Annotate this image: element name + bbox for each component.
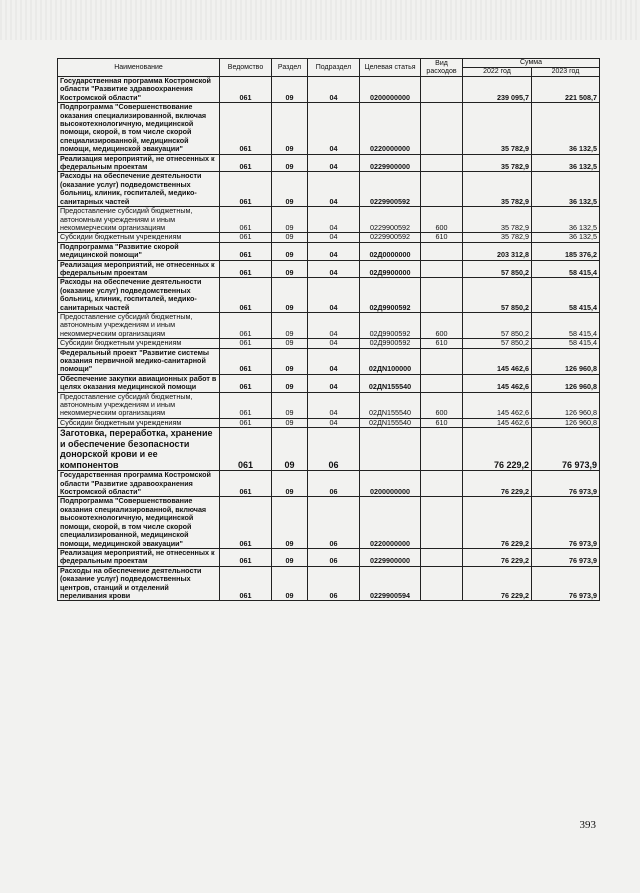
cell-target: 0200000000 — [360, 77, 421, 103]
cell-dept: 061 — [220, 154, 272, 172]
cell-target: 02Д9900592 — [360, 339, 421, 348]
cell-dept: 061 — [220, 392, 272, 418]
cell-expense-type — [421, 566, 463, 601]
cell-name: Субсидии бюджетным учреждениям — [58, 339, 220, 348]
table-row — [58, 566, 600, 601]
cell-sum-2023: 76 973,9 — [532, 471, 600, 497]
cell-section: 09 — [272, 374, 308, 392]
cell-expense-type — [421, 154, 463, 172]
table-row — [58, 242, 600, 260]
cell-target: 02ДN155540 — [360, 418, 421, 427]
cell-name: Федеральный проект "Развитие системы оказания первичной медико-санитарной помощи" — [58, 348, 220, 374]
cell-section: 09 — [272, 471, 308, 497]
scan-noise-band — [0, 0, 640, 40]
header-name: Наименование — [58, 59, 220, 77]
cell-name: Подпрограмма "Совершенствование оказания специализированной, включая высокотехнологичную, медицинской помощи, скорой, в том числе скорой специализированной, медицинской помощи, медицинской эвакуации" — [58, 497, 220, 548]
cell-section: 09 — [272, 278, 308, 313]
cell-section: 09 — [272, 312, 308, 338]
cell-dept: 061 — [220, 471, 272, 497]
table-row — [58, 339, 600, 348]
cell-target: 0200000000 — [360, 471, 421, 497]
table-row — [58, 497, 600, 548]
cell-name: Обеспечение закупки авиационных работ в целях оказания медицинской помощи — [58, 374, 220, 392]
cell-subsection: 04 — [308, 418, 360, 427]
cell-section: 09 — [272, 392, 308, 418]
cell-target: 02Д0000000 — [360, 242, 421, 260]
cell-subsection: 04 — [308, 233, 360, 242]
cell-subsection: 04 — [308, 207, 360, 233]
cell-expense-type — [421, 103, 463, 154]
cell-target: 0220000000 — [360, 103, 421, 154]
cell-sum-2023: 126 960,8 — [532, 374, 600, 392]
cell-section: 09 — [272, 497, 308, 548]
cell-name: Субсидии бюджетным учреждениям — [58, 418, 220, 427]
table-row — [58, 392, 600, 418]
cell-dept: 061 — [220, 418, 272, 427]
header-target: Целевая статья — [360, 59, 421, 77]
cell-sum-2022: 76 229,2 — [463, 566, 532, 601]
cell-dept: 061 — [220, 260, 272, 278]
cell-name: Предоставление субсидий бюджетным, автономным учреждениям и иным некоммерческим организациям — [58, 392, 220, 418]
table-row — [58, 374, 600, 392]
cell-dept: 061 — [220, 566, 272, 601]
table-row — [58, 207, 600, 233]
cell-target: 02Д9900592 — [360, 312, 421, 338]
header-dept: Ведомство — [220, 59, 272, 77]
cell-dept: 061 — [220, 548, 272, 566]
cell-target — [360, 428, 421, 471]
table-row — [58, 103, 600, 154]
cell-subsection: 04 — [308, 392, 360, 418]
table-header — [58, 59, 600, 77]
cell-section: 09 — [272, 548, 308, 566]
cell-subsection: 04 — [308, 154, 360, 172]
cell-section: 09 — [272, 566, 308, 601]
cell-dept: 061 — [220, 339, 272, 348]
cell-subsection: 04 — [308, 339, 360, 348]
cell-subsection: 04 — [308, 103, 360, 154]
cell-expense-type — [421, 471, 463, 497]
cell-expense-type: 610 — [421, 233, 463, 242]
cell-target: 0229900000 — [360, 548, 421, 566]
cell-subsection: 06 — [308, 428, 360, 471]
cell-dept: 061 — [220, 233, 272, 242]
table-row — [58, 154, 600, 172]
cell-sum-2023: 36 132,5 — [532, 103, 600, 154]
cell-name: Заготовка, переработка, хранение и обеспечение безопасности донорской крови и ее компонентов — [58, 428, 220, 471]
cell-name: Реализация мероприятий, не отнесенных к федеральным проектам — [58, 154, 220, 172]
cell-sum-2023: 221 508,7 — [532, 77, 600, 103]
cell-target: 0220000000 — [360, 497, 421, 548]
cell-dept: 061 — [220, 207, 272, 233]
cell-sum-2022: 145 462,6 — [463, 348, 532, 374]
cell-subsection: 04 — [308, 374, 360, 392]
cell-subsection: 06 — [308, 566, 360, 601]
cell-dept: 061 — [220, 103, 272, 154]
cell-expense-type — [421, 172, 463, 207]
table-body — [58, 77, 600, 601]
table-row — [58, 548, 600, 566]
cell-sum-2023: 76 973,9 — [532, 428, 600, 471]
header-year-2022: 2022 год — [463, 68, 532, 77]
cell-target: 02ДN100000 — [360, 348, 421, 374]
table-row — [58, 348, 600, 374]
cell-expense-type — [421, 428, 463, 471]
cell-name: Реализация мероприятий, не отнесенных к федеральным проектам — [58, 260, 220, 278]
cell-sum-2023: 58 415,4 — [532, 278, 600, 313]
cell-sum-2023: 76 973,9 — [532, 566, 600, 601]
cell-section: 09 — [272, 154, 308, 172]
cell-sum-2022: 76 229,2 — [463, 471, 532, 497]
cell-sum-2022: 76 229,2 — [463, 548, 532, 566]
cell-sum-2023: 36 132,5 — [532, 207, 600, 233]
cell-target: 02ДN155540 — [360, 374, 421, 392]
cell-name: Субсидии бюджетным учреждениям — [58, 233, 220, 242]
cell-sum-2022: 57 850,2 — [463, 312, 532, 338]
cell-dept: 061 — [220, 172, 272, 207]
cell-sum-2023: 58 415,4 — [532, 260, 600, 278]
cell-sum-2022: 35 782,9 — [463, 207, 532, 233]
cell-section: 09 — [272, 172, 308, 207]
table-row — [58, 77, 600, 103]
table-row — [58, 260, 600, 278]
cell-sum-2022: 35 782,9 — [463, 154, 532, 172]
cell-expense-type — [421, 548, 463, 566]
cell-sum-2023: 36 132,5 — [532, 172, 600, 207]
cell-sum-2022: 239 095,7 — [463, 77, 532, 103]
cell-expense-type — [421, 278, 463, 313]
cell-dept: 061 — [220, 77, 272, 103]
cell-name: Расходы на обеспечение деятельности (оказание услуг) подведомственных больниц, клиник, госпиталей, медико-санитарных частей — [58, 278, 220, 313]
cell-dept: 061 — [220, 374, 272, 392]
cell-section: 09 — [272, 103, 308, 154]
cell-target: 0229900000 — [360, 154, 421, 172]
header-sum: Сумма — [463, 59, 600, 68]
cell-target: 0229900592 — [360, 233, 421, 242]
cell-name: Реализация мероприятий, не отнесенных к федеральным проектам — [58, 548, 220, 566]
table-row — [58, 233, 600, 242]
cell-sum-2022: 145 462,6 — [463, 392, 532, 418]
cell-sum-2023: 36 132,5 — [532, 233, 600, 242]
cell-target: 0229900594 — [360, 566, 421, 601]
cell-expense-type: 600 — [421, 392, 463, 418]
cell-name: Подпрограмма "Развитие скорой медицинской помощи" — [58, 242, 220, 260]
table-row — [58, 428, 600, 471]
cell-name: Государственная программа Костромской области "Развитие здравоохранения Костромской области" — [58, 77, 220, 103]
cell-expense-type: 600 — [421, 207, 463, 233]
cell-dept: 061 — [220, 497, 272, 548]
cell-dept: 061 — [220, 242, 272, 260]
cell-expense-type — [421, 348, 463, 374]
cell-section: 09 — [272, 260, 308, 278]
cell-dept: 061 — [220, 428, 272, 471]
cell-subsection: 04 — [308, 242, 360, 260]
cell-sum-2023: 126 960,8 — [532, 418, 600, 427]
cell-name: Подпрограмма "Совершенствование оказания специализированной, включая высокотехнологичную, медицинской помощи, скорой, в том числе скорой специализированной, медицинской помощи, медицинской эвакуации" — [58, 103, 220, 154]
header-section: Раздел — [272, 59, 308, 77]
cell-name: Предоставление субсидий бюджетным, автономным учреждениям и иным некоммерческим организациям — [58, 207, 220, 233]
cell-section: 09 — [272, 418, 308, 427]
cell-expense-type: 600 — [421, 312, 463, 338]
cell-subsection: 06 — [308, 497, 360, 548]
cell-sum-2023: 58 415,4 — [532, 312, 600, 338]
header-subsection: Подраздел — [308, 59, 360, 77]
cell-sum-2023: 76 973,9 — [532, 497, 600, 548]
header-year-2023: 2023 год — [532, 68, 600, 77]
cell-section: 09 — [272, 242, 308, 260]
cell-name: Государственная программа Костромской области "Развитие здравоохранения Костромской области" — [58, 471, 220, 497]
cell-sum-2022: 145 462,6 — [463, 374, 532, 392]
cell-target: 02Д9900000 — [360, 260, 421, 278]
cell-expense-type — [421, 374, 463, 392]
cell-expense-type: 610 — [421, 418, 463, 427]
cell-target: 0229900592 — [360, 207, 421, 233]
cell-section: 09 — [272, 207, 308, 233]
cell-section: 09 — [272, 428, 308, 471]
cell-target: 0229900592 — [360, 172, 421, 207]
cell-subsection: 04 — [308, 278, 360, 313]
cell-expense-type — [421, 242, 463, 260]
table-row — [58, 471, 600, 497]
cell-sum-2022: 203 312,8 — [463, 242, 532, 260]
table-row — [58, 312, 600, 338]
cell-sum-2022: 57 850,2 — [463, 278, 532, 313]
cell-subsection: 04 — [308, 348, 360, 374]
cell-sum-2022: 35 782,9 — [463, 233, 532, 242]
cell-expense-type — [421, 77, 463, 103]
cell-section: 09 — [272, 348, 308, 374]
cell-section: 09 — [272, 233, 308, 242]
cell-sum-2022: 76 229,2 — [463, 497, 532, 548]
page-number: 393 — [579, 819, 596, 831]
cell-dept: 061 — [220, 312, 272, 338]
cell-subsection: 04 — [308, 260, 360, 278]
cell-sum-2022: 57 850,2 — [463, 339, 532, 348]
cell-sum-2023: 185 376,2 — [532, 242, 600, 260]
cell-subsection: 06 — [308, 471, 360, 497]
cell-sum-2022: 35 782,9 — [463, 103, 532, 154]
header-expense-type: Вид расходов — [421, 59, 463, 77]
cell-sum-2023: 58 415,4 — [532, 339, 600, 348]
cell-subsection: 04 — [308, 312, 360, 338]
cell-expense-type: 610 — [421, 339, 463, 348]
table-row — [58, 172, 600, 207]
table-row — [58, 418, 600, 427]
cell-expense-type — [421, 260, 463, 278]
cell-section: 09 — [272, 77, 308, 103]
table-row — [58, 278, 600, 313]
cell-subsection: 06 — [308, 548, 360, 566]
cell-sum-2023: 36 132,5 — [532, 154, 600, 172]
cell-subsection: 04 — [308, 172, 360, 207]
cell-target: 02ДN155540 — [360, 392, 421, 418]
cell-name: Предоставление субсидий бюджетным, автономным учреждениям и иным некоммерческим организациям — [58, 312, 220, 338]
cell-sum-2023: 76 973,9 — [532, 548, 600, 566]
cell-sum-2022: 76 229,2 — [463, 428, 532, 471]
cell-sum-2022: 145 462,6 — [463, 418, 532, 427]
cell-sum-2022: 57 850,2 — [463, 260, 532, 278]
cell-name: Расходы на обеспечение деятельности (оказание услуг) подведомственных больниц, клиник, госпиталей, медико-санитарных частей — [58, 172, 220, 207]
cell-expense-type — [421, 497, 463, 548]
cell-dept: 061 — [220, 278, 272, 313]
budget-table — [57, 58, 600, 601]
cell-sum-2023: 126 960,8 — [532, 348, 600, 374]
cell-dept: 061 — [220, 348, 272, 374]
cell-section: 09 — [272, 339, 308, 348]
cell-name: Расходы на обеспечение деятельности (оказание услуг) подведомственных центров, станций и отделений переливания крови — [58, 566, 220, 601]
cell-target: 02Д9900592 — [360, 278, 421, 313]
cell-subsection: 04 — [308, 77, 360, 103]
cell-sum-2023: 126 960,8 — [532, 392, 600, 418]
cell-sum-2022: 35 782,9 — [463, 172, 532, 207]
